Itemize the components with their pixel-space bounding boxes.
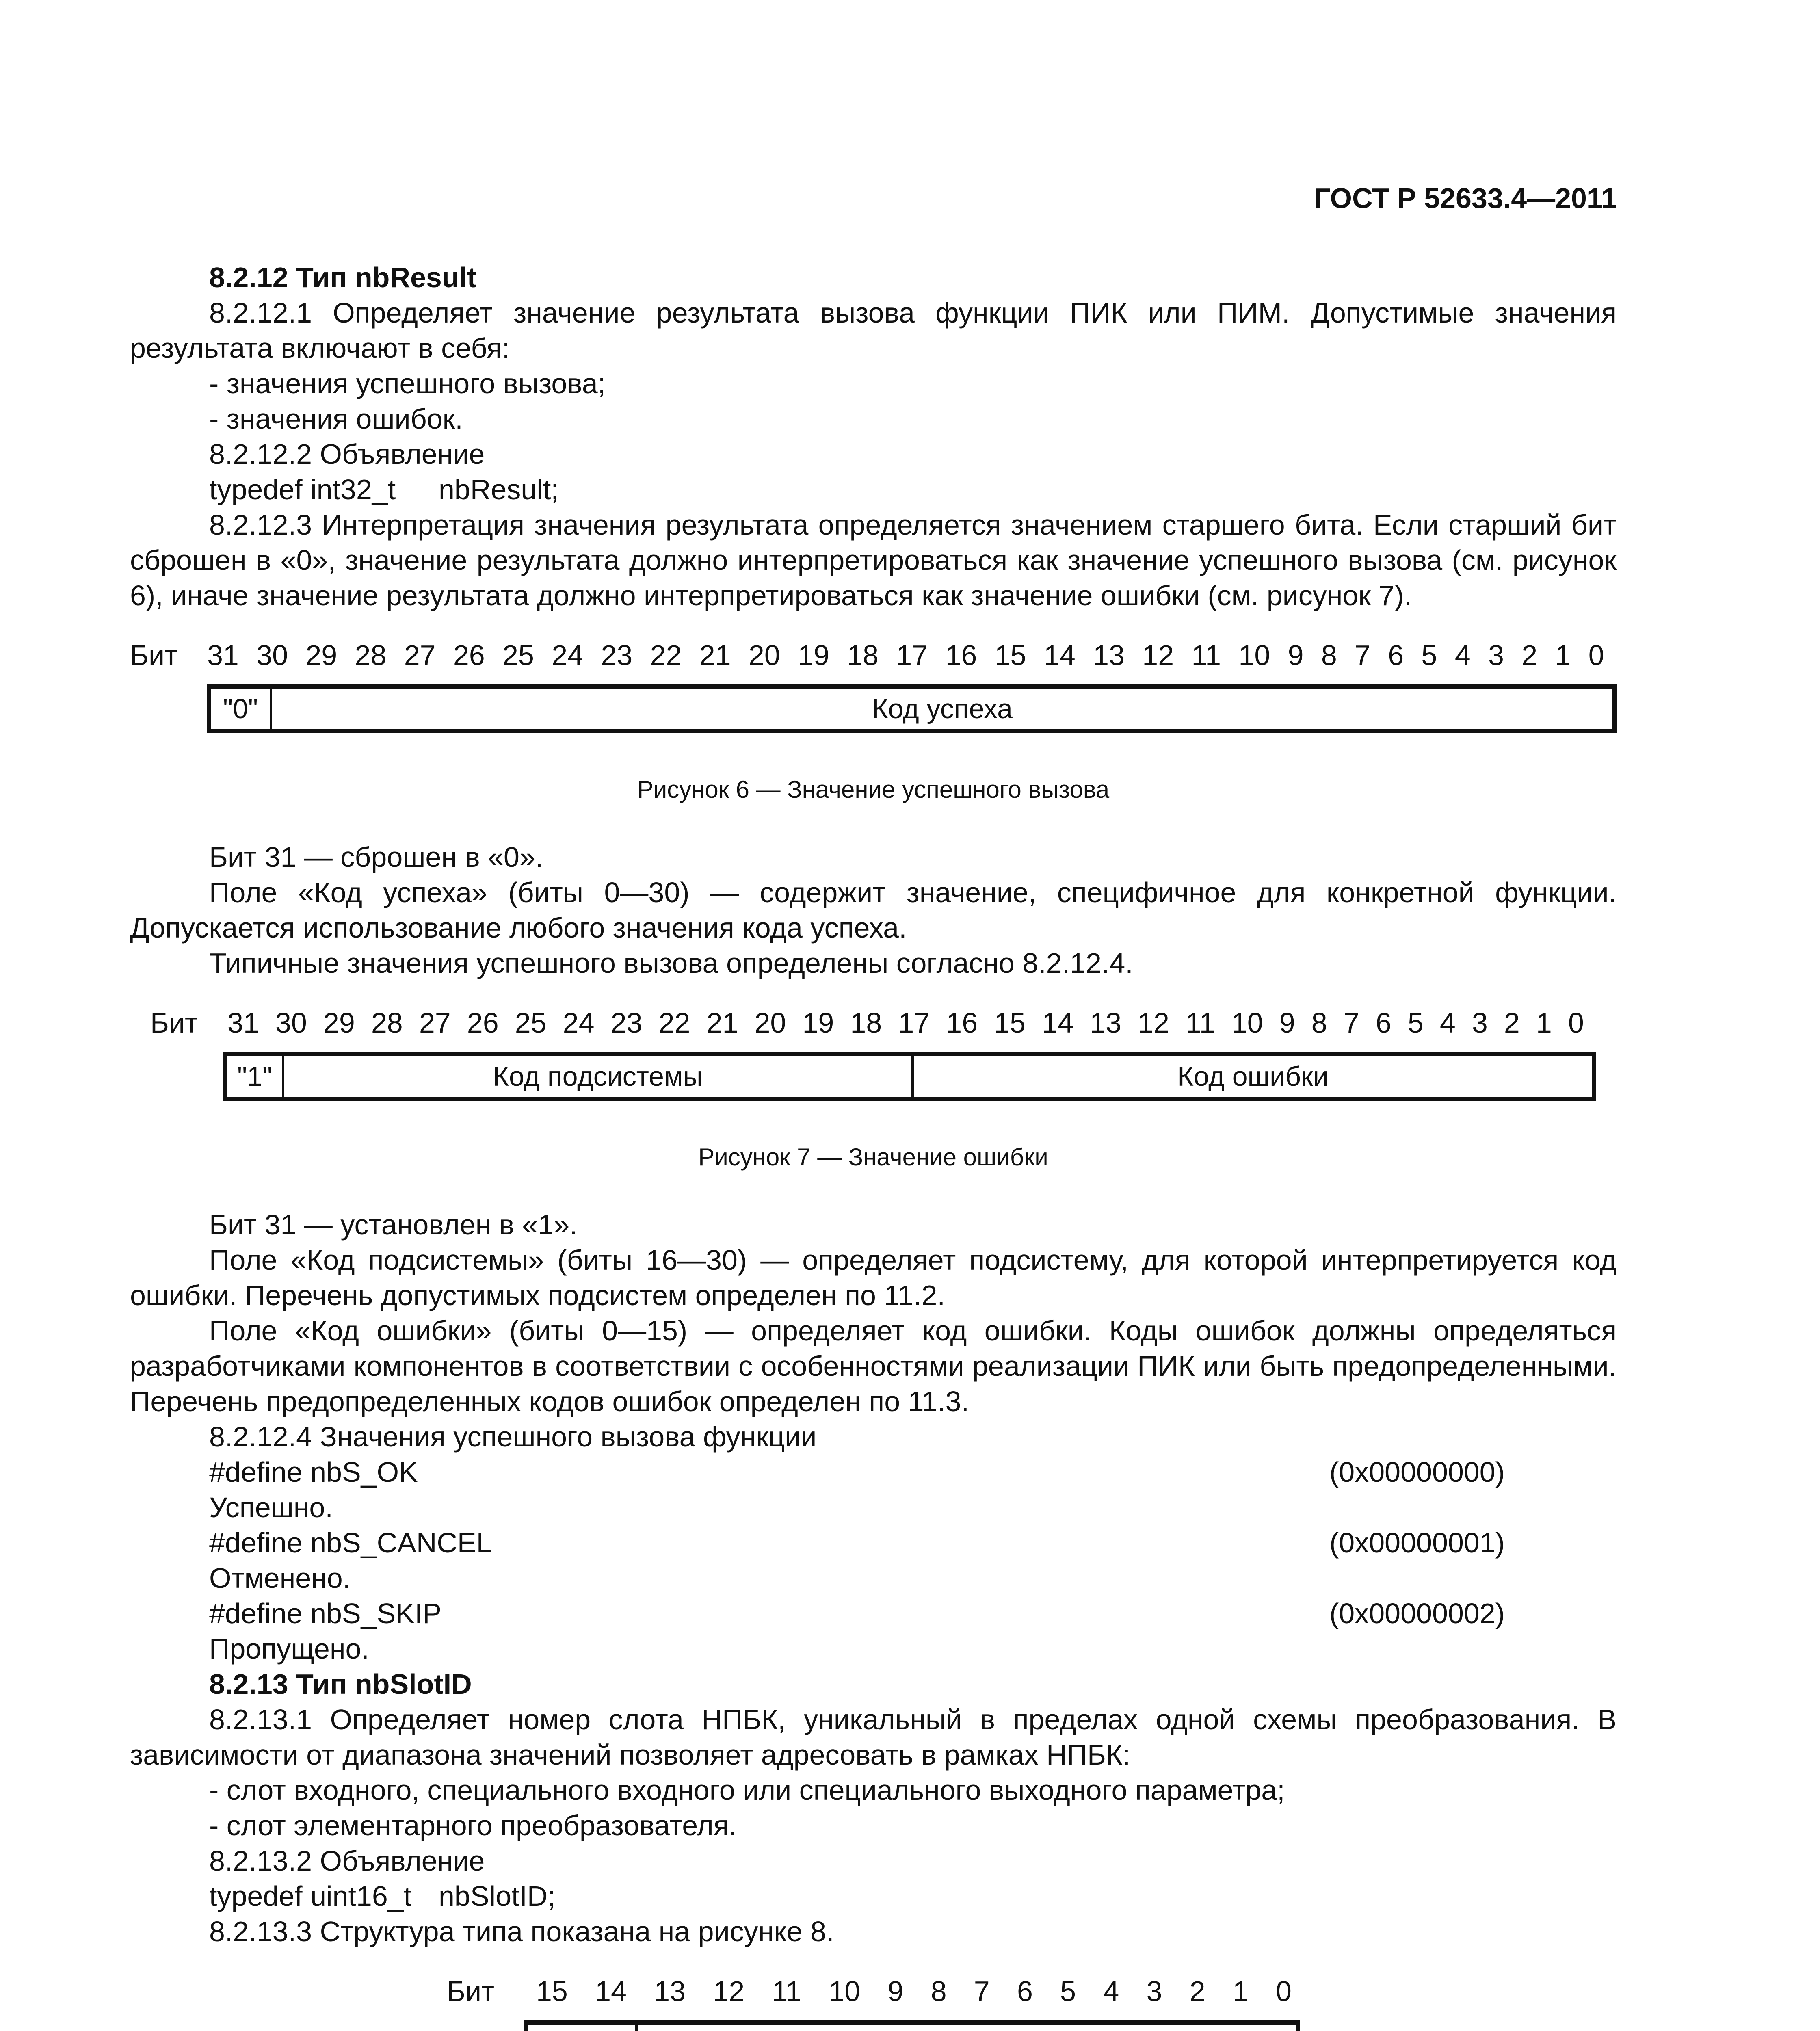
- bit-number: 7: [1355, 639, 1370, 671]
- paragraph: Поле «Код успеха» (биты 0—30) — содержит значение, специфичное для конкретной функции. Допускается использование любого значения кода успеха.: [130, 877, 1617, 944]
- bit-field-error-code: Код ошибки: [1177, 1061, 1329, 1092]
- bit-number: 11: [1191, 639, 1221, 671]
- bit-number: 8: [931, 1975, 947, 2007]
- define-value: (0x00000000): [1329, 1456, 1505, 1488]
- paragraph: 8.2.12.1 Определяет значение результата вызова функции ПИК или ПИМ. Допустимые значения результата включают в себя:: [130, 297, 1617, 364]
- bit-number: 9: [1288, 639, 1304, 671]
- bit-number: 20: [748, 639, 780, 671]
- bit-number: 26: [453, 639, 485, 671]
- section-heading: 8.2.13 Тип nbSlotID: [209, 1668, 472, 1700]
- bit-number: 17: [898, 1007, 930, 1039]
- bit-number: 17: [896, 639, 928, 671]
- bit-number: 1: [1536, 1007, 1552, 1039]
- bit-number: 12: [713, 1975, 745, 2007]
- bit-numbers: [536, 1974, 1292, 2009]
- bit-number: 25: [515, 1007, 547, 1039]
- bit-number: 4: [1439, 1007, 1456, 1039]
- bit-number: 31: [227, 1007, 259, 1039]
- bit-number: 7: [974, 1975, 990, 2007]
- document-header: ГОСТ Р 52633.4—2011: [1314, 182, 1617, 214]
- bit-numbers: [227, 1005, 1584, 1041]
- bit-number: 13: [654, 1975, 686, 2007]
- bit-number: 22: [658, 1007, 690, 1039]
- document-body: [130, 260, 1617, 2031]
- figure-caption: Рисунок 7 — Значение ошибки: [698, 1143, 1048, 1171]
- bit-label: Бит: [130, 639, 178, 671]
- bit-number: 5: [1060, 1975, 1076, 2007]
- bit-number: 8: [1311, 1007, 1327, 1039]
- register-diagram: [524, 2020, 1300, 2031]
- bit-number: 2: [1189, 1975, 1205, 2007]
- paragraph: 8.2.12.3 Интерпретация значения результата определяется значением старшего бита. Если старший бит сброшен в «0», значение результата должно интерпретироваться как значение успешного вызова (см. рисунок 6), иначе значение результата должно интерпретироваться как значение ошибки (см. рисунок 7).: [130, 509, 1617, 611]
- bit-number: 15: [994, 1007, 1026, 1039]
- bit-number: 6: [1388, 639, 1404, 671]
- bit-number: 14: [1043, 639, 1076, 671]
- bit-number: 19: [802, 1007, 834, 1039]
- bit-label: Бит: [447, 1975, 495, 2007]
- paragraph: 8.2.13.1 Определяет номер слота НПБК, уникальный в пределах одной схемы преобразования. В зависимости от диапазона значений позволяет адресовать в рамках НПБК:: [130, 1704, 1617, 1771]
- bit-number: 29: [323, 1007, 355, 1039]
- bit-number: 4: [1454, 639, 1471, 671]
- bit-number: 16: [945, 639, 977, 671]
- bit-number: 23: [610, 1007, 643, 1039]
- bit-number: 28: [355, 639, 387, 671]
- typedef-type: typedef uint16_t: [209, 1880, 412, 1912]
- typedef-line: [130, 472, 1617, 507]
- bit-number: 25: [502, 639, 534, 671]
- bit-number: 2: [1504, 1007, 1520, 1039]
- section-heading: 8.2.12 Тип nbResult: [209, 262, 477, 293]
- define-name: #define nbS_CANCEL: [209, 1527, 492, 1559]
- bit-number: 1: [1232, 1975, 1249, 2007]
- bit-number: 28: [371, 1007, 403, 1039]
- bit-number: 12: [1142, 639, 1174, 671]
- bit-number: 3: [1488, 639, 1504, 671]
- subsection-title: 8.2.12.4 Значения успешного вызова функции: [209, 1421, 817, 1453]
- bit-field-sign: "0": [211, 689, 272, 729]
- bit-number-row: [130, 638, 1617, 673]
- bit-number: 30: [275, 1007, 307, 1039]
- figure-8: [130, 1974, 1617, 2031]
- typedef-name: nbResult;: [439, 474, 559, 505]
- bit-number: 14: [595, 1975, 627, 2007]
- list-item: - слот элементарного преобразователя.: [209, 1810, 737, 1841]
- bit-number: 0: [1276, 1975, 1292, 2007]
- bit-number: 10: [1231, 1007, 1263, 1039]
- bit-number: 7: [1343, 1007, 1359, 1039]
- bit-label: Бит: [150, 1007, 198, 1039]
- bit-number: 6: [1017, 1975, 1033, 2007]
- bit-number: 21: [706, 1007, 738, 1039]
- bit-number: 21: [699, 639, 731, 671]
- typedef-type: typedef int32_t: [209, 474, 396, 505]
- bit-number: 23: [601, 639, 633, 671]
- bit-number: 24: [552, 639, 584, 671]
- register-diagram: [223, 1052, 1596, 1101]
- bit-number: 20: [754, 1007, 786, 1039]
- bit-number: 9: [1279, 1007, 1295, 1039]
- bit-number: 15: [536, 1975, 568, 2007]
- bit-number: 26: [467, 1007, 499, 1039]
- bit-number: 0: [1588, 639, 1604, 671]
- bit-number: 16: [946, 1007, 978, 1039]
- bit-number: 24: [563, 1007, 595, 1039]
- bit-number: 4: [1103, 1975, 1119, 2007]
- paragraph: Бит 31 — установлен в «1».: [209, 1209, 578, 1241]
- bit-number: 27: [404, 639, 436, 671]
- subsection-title: 8.2.12.2 Объявление: [209, 438, 485, 470]
- define-description: Отменено.: [209, 1562, 351, 1594]
- bit-number: 30: [256, 639, 288, 671]
- define-description: Пропущено.: [209, 1633, 369, 1665]
- bit-number: 2: [1521, 639, 1538, 671]
- bit-number-row: [130, 1974, 1617, 2009]
- register-diagram: [207, 684, 1617, 733]
- bit-field-success-code: Код успеха: [872, 693, 1013, 724]
- figure-7: [130, 1005, 1617, 1175]
- paragraph: Бит 31 — сброшен в «0».: [209, 841, 543, 873]
- list-item: - значения успешного вызова;: [209, 368, 606, 399]
- bit-number: 1: [1555, 639, 1571, 671]
- subsection-title: 8.2.13.2 Объявление: [209, 1845, 485, 1877]
- bit-number: 31: [207, 639, 239, 671]
- list-item: - слот входного, специального входного или специального выходного параметра;: [209, 1774, 1285, 1806]
- bit-numbers: [207, 638, 1604, 673]
- typedef-line: [130, 1879, 1617, 1914]
- define-row: [130, 1525, 1617, 1561]
- define-row: [130, 1455, 1617, 1490]
- bit-number: 19: [798, 639, 829, 671]
- paragraph: Типичные значения успешного вызова определены согласно 8.2.12.4.: [209, 947, 1133, 979]
- bit-number: 12: [1138, 1007, 1169, 1039]
- bit-field-sign: "1": [227, 1056, 284, 1097]
- bit-number: 5: [1421, 639, 1437, 671]
- bit-number: 10: [829, 1975, 861, 2007]
- bit-number: 11: [1186, 1007, 1215, 1039]
- bit-field-subsystem-code: Код подсистемы: [284, 1056, 914, 1097]
- typedef-name: nbSlotID;: [439, 1880, 556, 1912]
- bit-number: 22: [650, 639, 682, 671]
- list-item: - значения ошибок.: [209, 403, 463, 435]
- define-name: #define nbS_OK: [209, 1456, 418, 1488]
- define-value: (0x00000002): [1329, 1598, 1505, 1629]
- bit-field-type: [528, 2025, 638, 2031]
- bit-number: 3: [1472, 1007, 1488, 1039]
- bit-number: 9: [887, 1975, 904, 2007]
- bit-number: 18: [850, 1007, 882, 1039]
- bit-number: 13: [1090, 1007, 1122, 1039]
- bit-number: 6: [1375, 1007, 1392, 1039]
- bit-number: 0: [1568, 1007, 1584, 1039]
- bit-number: 14: [1042, 1007, 1074, 1039]
- paragraph: Поле «Код ошибки» (биты 0—15) — определяет код ошибки. Коды ошибок должны определяться разработчиками компонентов в соответствии с особенностями реализации ПИК или быть предопределенными. Перечень предопределенных кодов ошибок определен по 11.3.: [130, 1315, 1617, 1417]
- figure-6: [130, 638, 1617, 807]
- bit-number: 10: [1238, 639, 1270, 671]
- bit-number: 3: [1146, 1975, 1162, 2007]
- define-name: #define nbS_SKIP: [209, 1598, 442, 1629]
- bit-number: 27: [419, 1007, 451, 1039]
- paragraph: Поле «Код подсистемы» (биты 16—30) — определяет подсистему, для которой интерпретируется код ошибки. Перечень допустимых подсистем определен по 11.2.: [130, 1244, 1617, 1311]
- bit-number: 15: [994, 639, 1026, 671]
- bit-number: 11: [772, 1975, 802, 2007]
- define-value: (0x00000001): [1329, 1527, 1505, 1559]
- bit-number: 5: [1407, 1007, 1424, 1039]
- bit-number-row: [130, 1005, 1617, 1041]
- define-description: Успешно.: [209, 1492, 333, 1523]
- bit-number: 8: [1321, 639, 1337, 671]
- bit-field-index: [638, 2025, 1296, 2031]
- bit-number: 18: [847, 639, 879, 671]
- bit-number: 29: [305, 639, 338, 671]
- bit-number: 13: [1093, 639, 1125, 671]
- figure-caption: Рисунок 6 — Значение успешного вызова: [637, 776, 1110, 803]
- define-row: [130, 1596, 1617, 1631]
- paragraph: 8.2.13.3 Структура типа показана на рисунке 8.: [209, 1916, 834, 1947]
